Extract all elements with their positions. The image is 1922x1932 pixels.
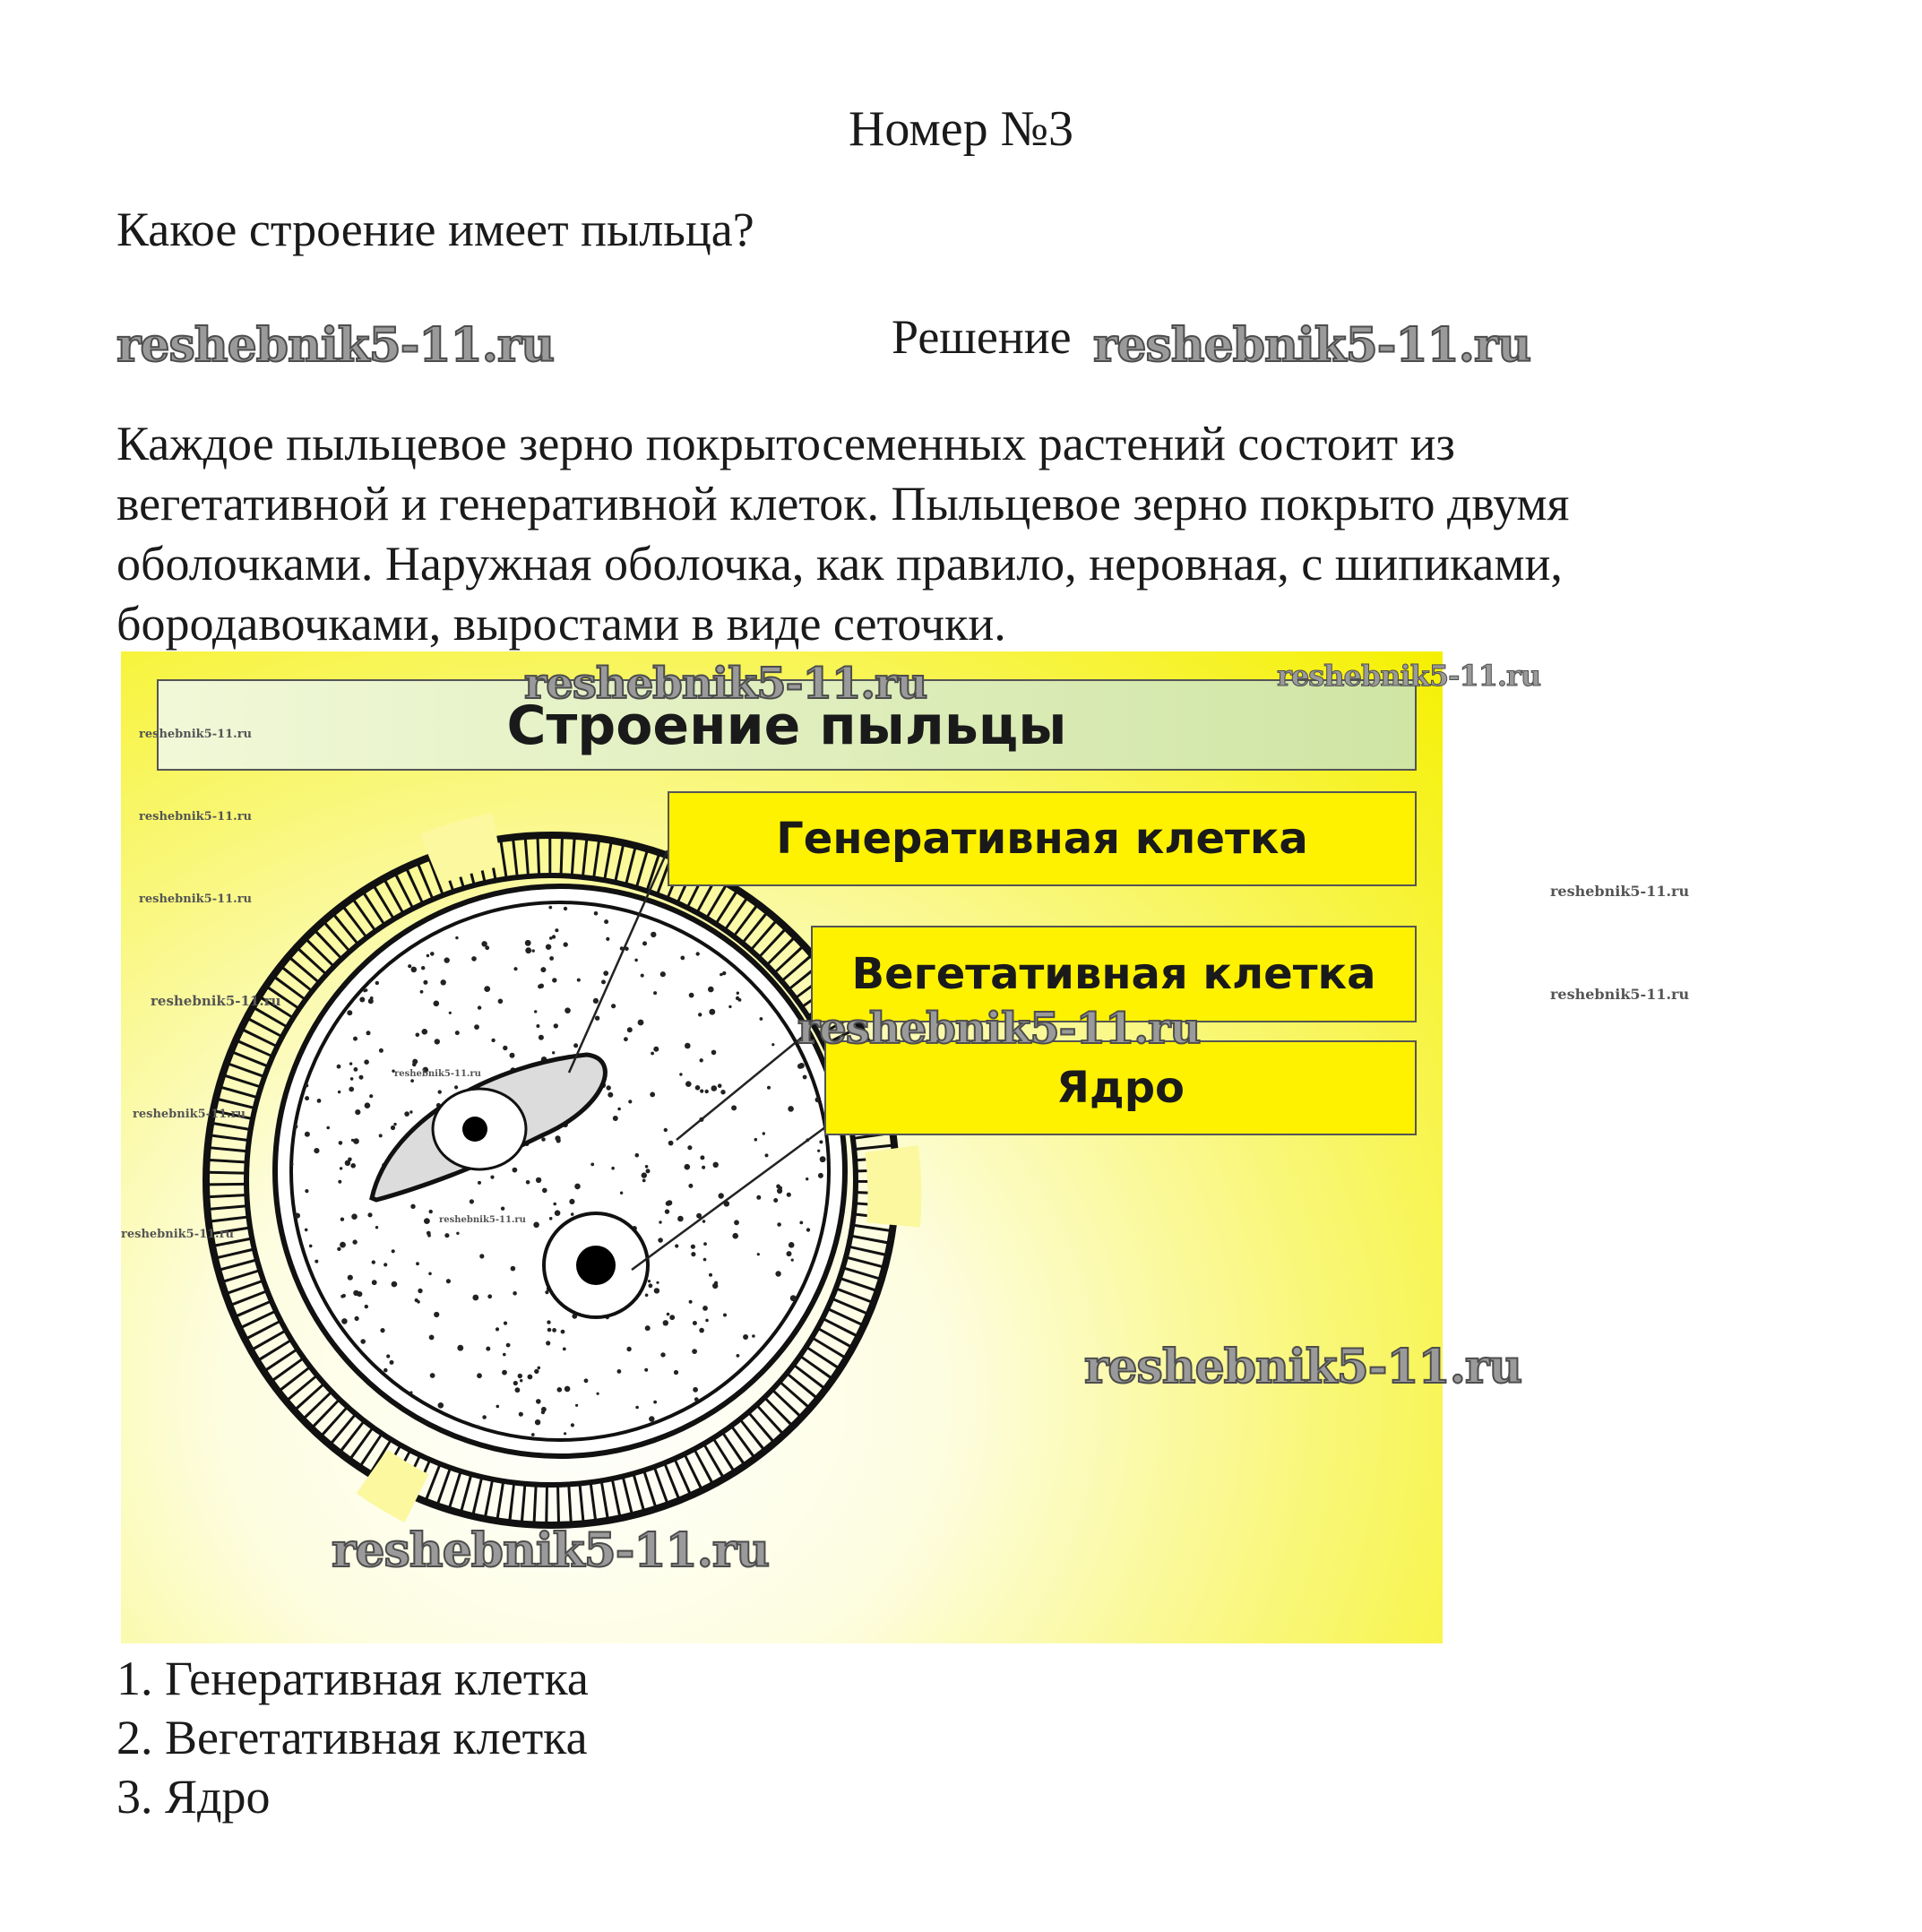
list-item: 2. Вегетативная клетка [116,1711,588,1764]
watermark: reshebnik5-11.ru [332,1523,770,1578]
answer-line: Каждое пыльцевое зерно покрытосеменных растений состоит из [116,417,1455,470]
answer-line: оболочками. Наружная оболочка, как правило, неровная, с шипиками, [116,537,1563,591]
vegetative-nucleolus [576,1246,616,1285]
list-item: 3. Ядро [116,1770,271,1824]
label-vegetative-cell: Вегетативная клетка [811,926,1417,1022]
question-text: Какое строение имеет пыльца? [116,203,754,256]
watermark: reshebnik5-11.ru [121,1228,235,1241]
label-generative-cell: Генеративная клетка [668,791,1417,886]
watermark: reshebnik5-11.ru [151,993,281,1009]
watermark: reshebnik5-11.ru [139,728,253,741]
figure-title: Строение пыльцы [157,679,1417,771]
watermark: reshebnik5-11.ru [1550,986,1690,1003]
watermark: reshebnik5-11.ru [524,659,927,709]
watermark: reshebnik5-11.ru [139,893,253,906]
answer-list [116,1649,589,1826]
list-item: 1. Генеративная клетка [116,1652,589,1705]
watermark: reshebnik5-11.ru [1084,1340,1522,1394]
watermark: reshebnik5-11.ru [439,1215,526,1225]
solution-label: Решение [892,310,1072,364]
page-title: Номер №3 [848,101,1074,157]
watermark: reshebnik5-11.ru [1093,318,1531,373]
watermark: reshebnik5-11.ru [797,1004,1201,1054]
watermark: reshebnik5-11.ru [116,318,555,373]
answer-line: вегетативной и генеративной клеток. Пыльцевое зерно покрыто двумя [116,477,1570,530]
label-nucleus: Ядро [824,1040,1417,1135]
vegetative-cell [291,902,829,1440]
watermark: reshebnik5-11.ru [139,810,253,824]
answer-paragraph [116,414,1783,654]
watermark: reshebnik5-11.ru [133,1108,246,1121]
watermark: reshebnik5-11.ru [1550,883,1690,900]
watermark: reshebnik5-11.ru [394,1069,481,1079]
generative-nucleolus [462,1117,487,1142]
answer-line: бородавочками, выростами в виде сеточки. [116,597,1006,651]
watermark: reshebnik5-11.ru [1277,659,1541,693]
